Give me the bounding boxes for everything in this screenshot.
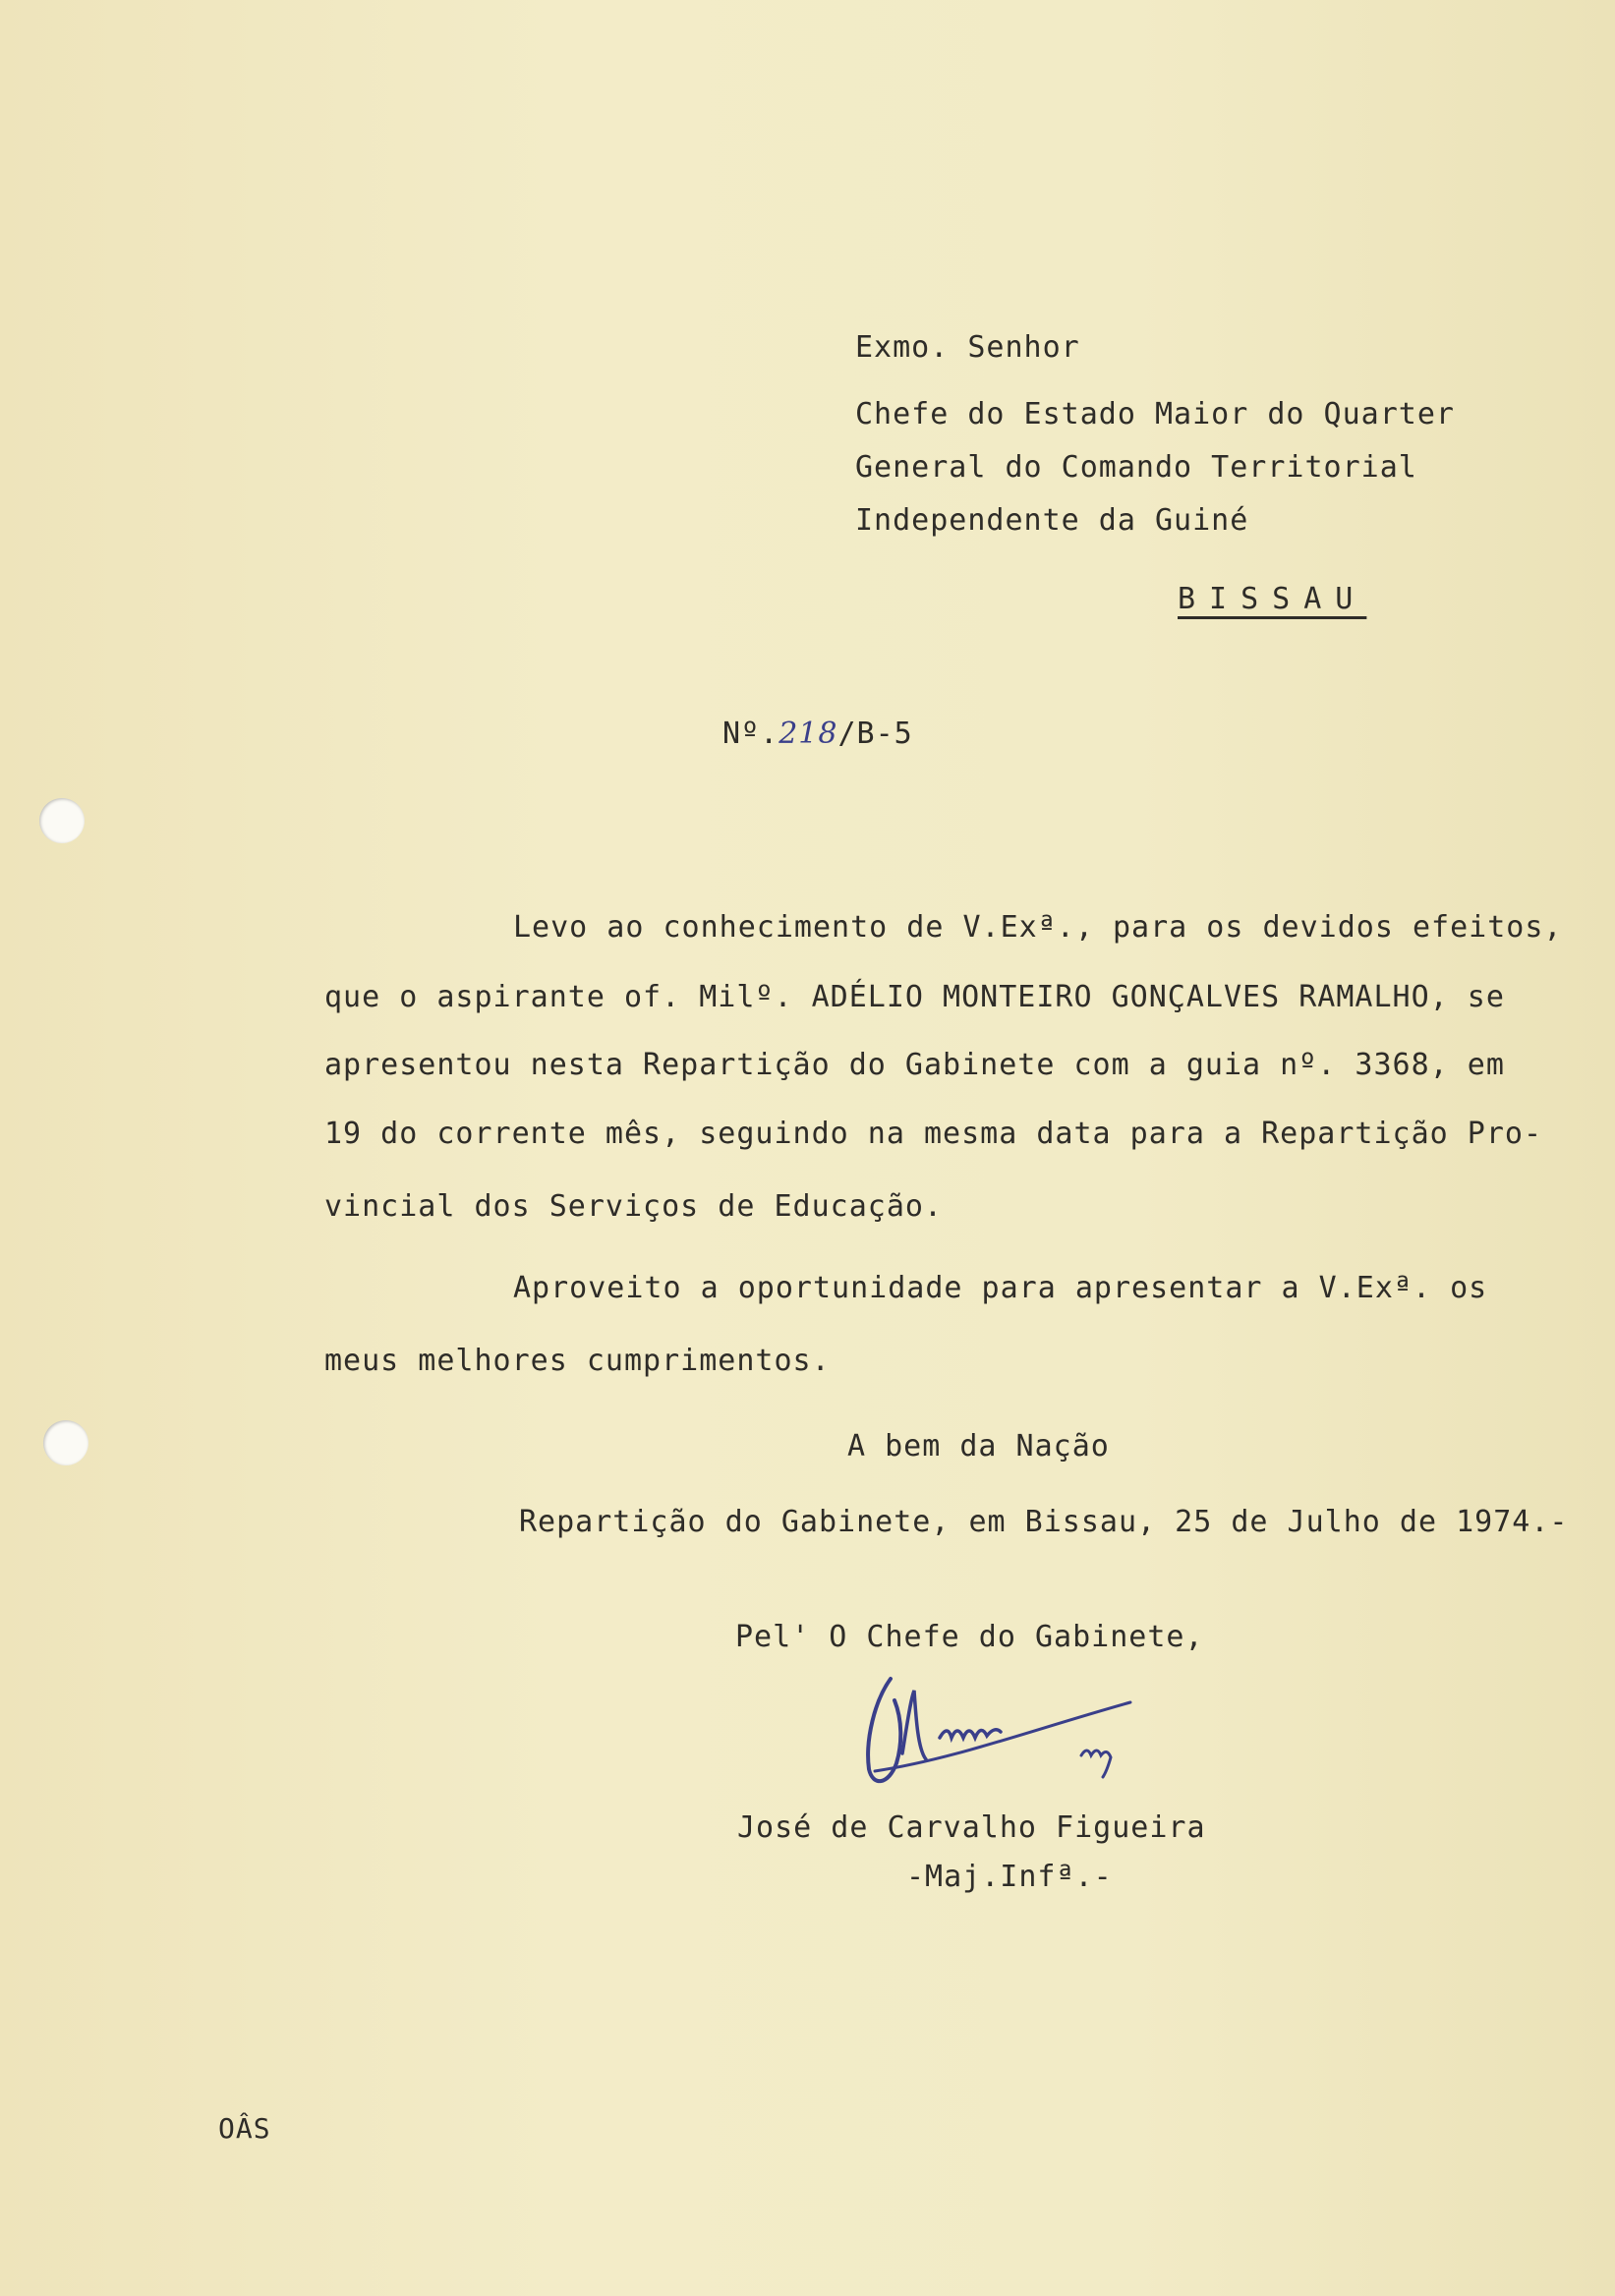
salutation: Exmo. Senhor [855,330,1080,365]
paragraph1-line-3: apresentou nesta Repartição do Gabinete com a guia nº. 3368, em [324,1048,1505,1082]
paragraph2-line-1: Aproveito a oportunidade para apresentar a V.Exª. os [513,1271,1488,1305]
reference-prefix: Nº. [722,717,779,751]
closing-motto: A bem da Nação [847,1429,1110,1464]
signatory-rank: -Maj.Infª.- [906,1860,1113,1894]
punch-hole-top [39,798,85,843]
addressee-city: BISSAU [1178,582,1367,616]
addressee-line-1: Chefe do Estado Maior do Quarter [855,397,1455,431]
reference-handwritten-number: 218 [779,717,838,751]
paragraph1-line-4: 19 do corrente mês, seguindo na mesma data para a Repartição Pro- [324,1117,1542,1151]
punch-hole-bottom [43,1420,88,1465]
handwritten-signature [845,1661,1160,1808]
addressee-line-2: General do Comando Territorial [855,450,1417,485]
paragraph1-line-2: que o aspirante of. Milº. ADÉLIO MONTEIRO GONÇALVES RAMALHO, se [324,980,1505,1014]
paragraph1-line-1: Levo ao conhecimento de V.Exª., para os devidos efeitos, [513,910,1563,945]
place-and-date: Repartição do Gabinete, em Bissau, 25 de Julho de 1974.- [519,1505,1569,1539]
addressee-line-3: Independente da Guiné [855,503,1249,538]
on-behalf-line: Pel' O Chefe do Gabinete, [735,1620,1204,1654]
paragraph1-line-5: vincial dos Serviços de Educação. [324,1189,944,1224]
paragraph2-line-2: meus melhores cumprimentos. [324,1344,831,1378]
typist-initials: OÂS [218,2112,271,2145]
reference-number [722,715,913,754]
signatory-name: José de Carvalho Figueira [737,1810,1206,1845]
reference-suffix: /B-5 [837,717,913,751]
